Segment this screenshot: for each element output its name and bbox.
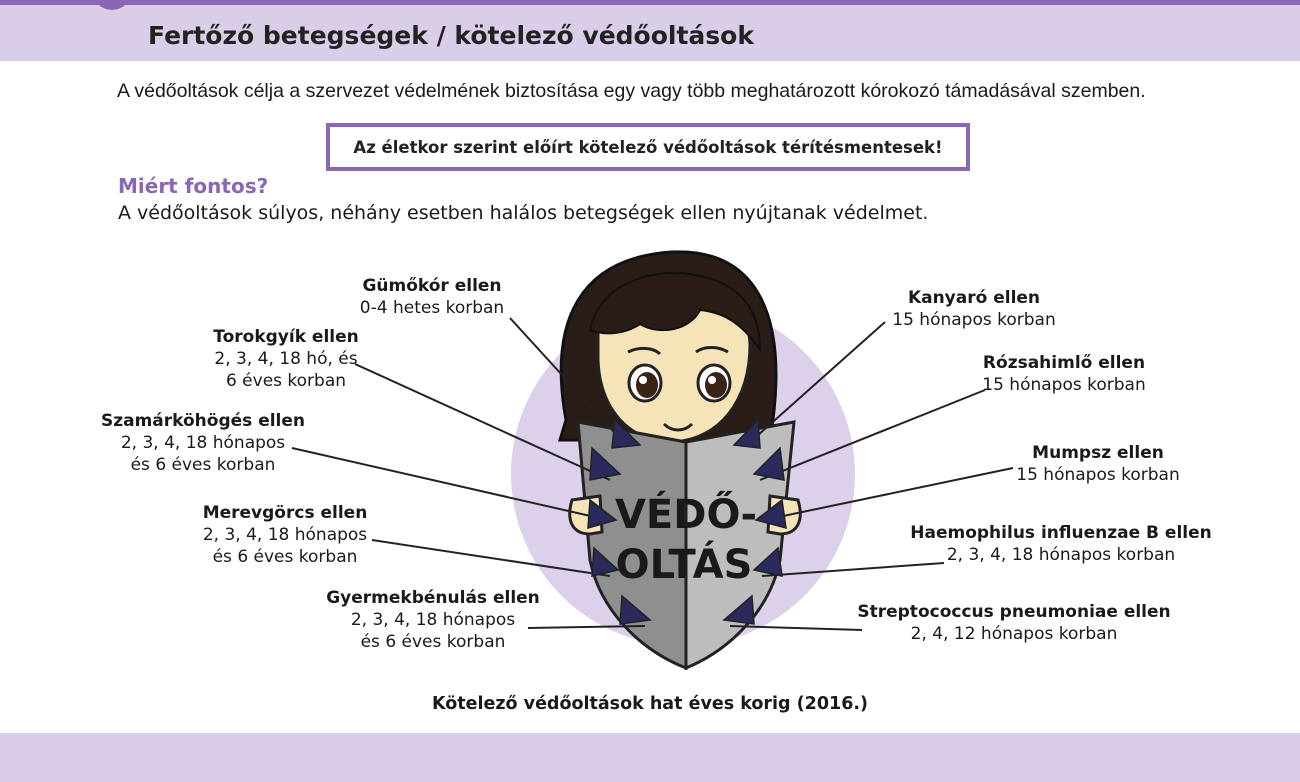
footer-band xyxy=(0,733,1300,782)
vaccine-mumps xyxy=(1016,442,1179,486)
vaccine-schedule: 15 hónapos korban xyxy=(1016,465,1180,485)
girl-illustration-icon xyxy=(560,252,776,442)
vaccine-schedule: és 6 éves korban xyxy=(212,547,358,567)
highlight-text: Az életkor szerint előírt kötelező védőoltások térítésmentesek! xyxy=(353,137,943,157)
vaccine-schedule: 2, 3, 4, 18 hónapos korban xyxy=(946,545,1176,565)
intro-text: A védőoltások célja a szervezet védelmének biztosítása egy vagy több meghatározott kórokozó támadásával szemben. xyxy=(117,80,1146,102)
vaccine-pneumococcus xyxy=(857,601,1170,645)
shield-text-line1: VÉDŐ- xyxy=(614,492,758,538)
vaccine-schedule: és 6 éves korban xyxy=(130,455,276,475)
vaccine-name: Szamárköhögés ellen xyxy=(100,411,306,431)
vaccine-schedule: 0-4 hetes korban xyxy=(359,298,505,318)
vaccine-measles xyxy=(892,287,1055,331)
shield-text-line2: OLTÁS xyxy=(615,542,753,588)
vaccine-rubella xyxy=(982,352,1145,396)
vaccine-name: Merevgörcs ellen xyxy=(202,503,368,523)
vaccine-schedule: 15 hónapos korban xyxy=(982,375,1146,395)
vaccine-name: Mumpsz ellen xyxy=(1032,443,1164,463)
vaccine-name: Torokgyík ellen xyxy=(213,327,359,347)
vaccine-schedule: 2, 3, 4, 18 hónapos xyxy=(120,433,286,453)
vaccine-hib xyxy=(910,522,1211,566)
vaccine-schedule: 2, 4, 12 hónapos korban xyxy=(910,624,1118,644)
vaccine-polio xyxy=(326,587,540,653)
vaccine-name: Gümőkór ellen xyxy=(362,276,502,296)
vaccine-schedule: 2, 3, 4, 18 hónapos xyxy=(350,610,516,630)
vaccine-tuberculosis xyxy=(360,275,504,319)
vaccine-schedule: 2, 3, 4, 18 hónapos xyxy=(202,525,368,545)
vaccine-schedule: és 6 éves korban xyxy=(360,632,506,652)
vaccine-name: Kanyaró ellen xyxy=(907,288,1041,308)
vaccine-name: Haemophilus influenzae B ellen xyxy=(910,523,1212,543)
why-title: Miért fontos? xyxy=(118,174,269,198)
vaccine-schedule: 15 hónapos korban xyxy=(892,310,1056,330)
why-text: A védőoltások súlyos, néhány esetben halálos betegségek ellen nyújtanak védelmet. xyxy=(118,202,929,224)
vaccine-schedule: 6 éves korban xyxy=(225,371,347,391)
vaccine-schedule: 2, 3, 4, 18 hó, és xyxy=(214,349,358,369)
vaccine-name: Streptococcus pneumoniae ellen xyxy=(857,602,1171,622)
vaccine-diphtheria xyxy=(213,326,359,392)
vaccine-name: Rózsahimlő ellen xyxy=(982,353,1146,373)
figure-caption: Kötelező védőoltások hat éves korig (2016.) xyxy=(431,694,869,714)
vaccine-name: Gyermekbénulás ellen xyxy=(326,588,540,608)
vaccine-pertussis xyxy=(101,410,305,476)
vaccine-tetanus xyxy=(203,502,368,568)
page-title: Fertőző betegségek / kötelező védőoltások xyxy=(148,21,754,50)
